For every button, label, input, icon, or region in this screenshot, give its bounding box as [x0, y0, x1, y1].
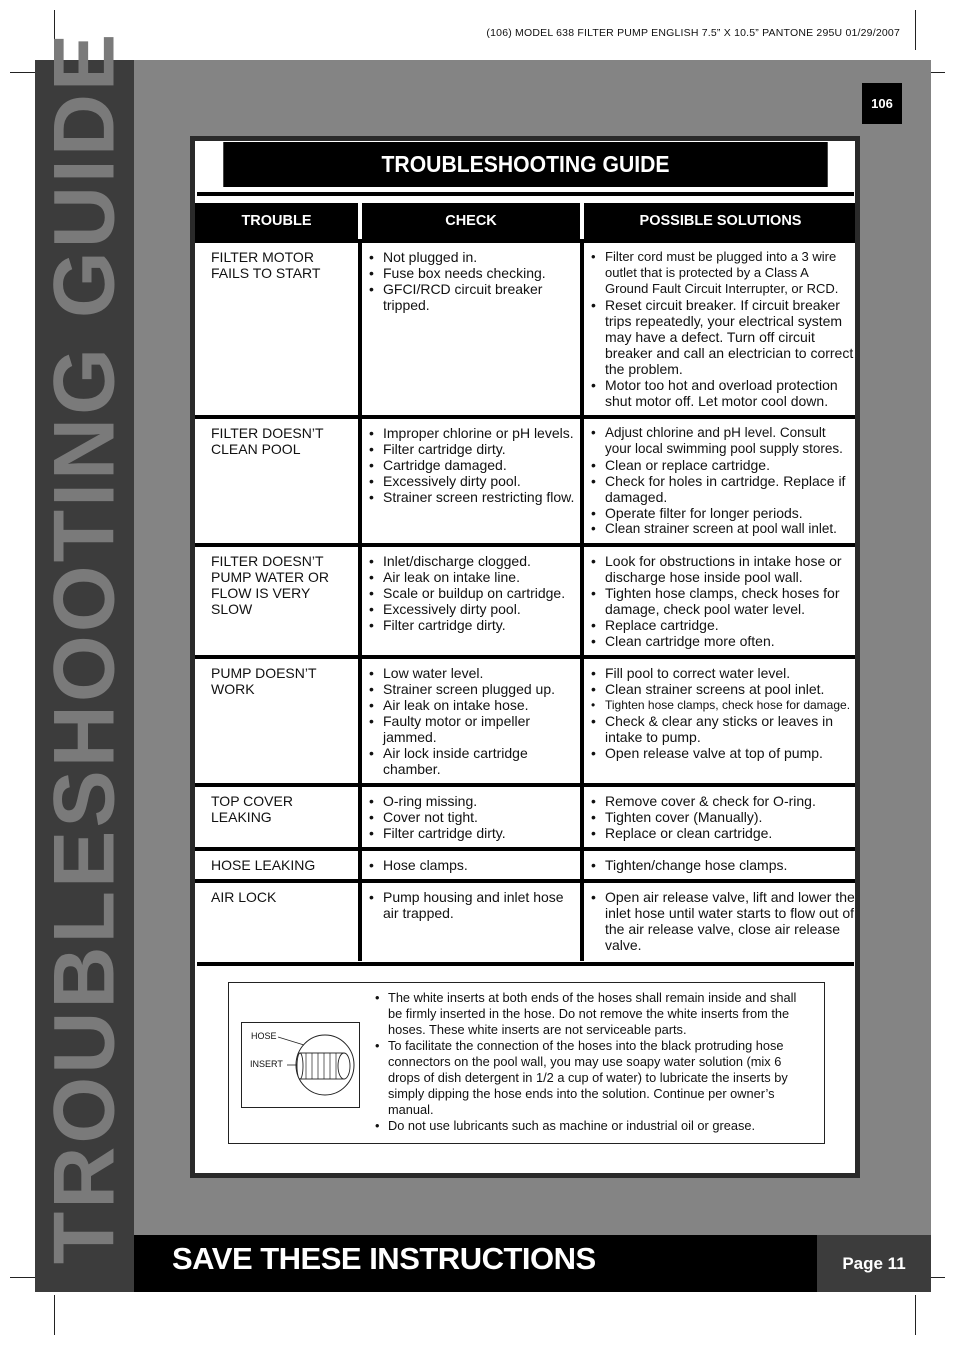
solution-cell — [584, 543, 857, 655]
solution-item: • Clean or replace cartridge. — [588, 457, 855, 473]
check-item: • Scale or buildup on cartridge. — [366, 585, 578, 601]
solution-cell — [584, 847, 857, 879]
check-item: • Excessively dirty pool. — [366, 473, 578, 489]
solution-item: • Filter cord must be plugged into a 3 wire outlet that is protected by a Class A Ground Fault Circuit Interrupter, or RCD. — [588, 249, 855, 297]
check-item: • Improper chlorine or pH levels. — [366, 425, 578, 441]
check-cell — [362, 415, 584, 543]
check-cell — [362, 239, 584, 415]
trouble-cell: TOP COVER LEAKING — [195, 783, 362, 847]
check-cell — [362, 847, 584, 879]
solution-item: • Motor too hot and overload protection shut motor off. Let motor cool down. — [588, 377, 855, 409]
footer-text: SAVE THESE INSTRUCTIONS — [172, 1241, 596, 1276]
solution-item: • Tighten hose clamps, check hose for damage. — [588, 697, 855, 713]
solution-cell — [584, 239, 857, 415]
table-row — [195, 415, 857, 543]
crop-mark — [915, 1295, 916, 1335]
insert-label: INSERT — [250, 1059, 283, 1069]
table-row — [195, 847, 857, 879]
solution-item: • Open release valve at top of pump. — [588, 745, 855, 761]
hose-notes — [373, 990, 813, 1134]
solution-cell — [584, 415, 857, 543]
solution-item: • Check & clear any sticks or leaves in intake to pump. — [588, 713, 855, 745]
check-item: • Pump housing and inlet hose air trapped. — [366, 889, 578, 921]
check-item: • Filter cartridge dirty. — [366, 617, 578, 633]
side-title-wrap — [35, 30, 134, 1265]
check-item: • Faulty motor or impeller jammed. — [366, 713, 578, 745]
check-item: • Air leak on intake line. — [366, 569, 578, 585]
check-item: • GFCI/RCD circuit breaker tripped. — [366, 281, 578, 313]
trouble-cell: PUMP DOESN’T WORK — [195, 655, 362, 783]
crop-mark — [54, 1295, 55, 1335]
check-item: • Strainer screen plugged up. — [366, 681, 578, 697]
solution-cell — [584, 655, 857, 783]
solution-cell — [584, 879, 857, 961]
check-cell — [362, 783, 584, 847]
crop-mark — [915, 10, 916, 50]
solution-item: • Open air release valve, lift and lower the inlet hose until water starts to flow out of the air release valve, close air release valve. — [588, 889, 855, 953]
troubleshooting-table — [195, 203, 857, 961]
check-item: • Air leak on intake hose. — [366, 697, 578, 713]
check-item: • Inlet/discharge clogged. — [366, 553, 578, 569]
table-row — [195, 239, 857, 415]
trouble-cell: HOSE LEAKING — [195, 847, 362, 879]
footer-bar — [134, 1235, 817, 1292]
header-solutions: POSSIBLE SOLUTIONS — [584, 203, 857, 239]
table-header-row — [195, 203, 857, 239]
check-item: • Air lock inside cartridge chamber. — [366, 745, 578, 777]
solution-item: • Check for holes in cartridge. Replace if damaged. — [588, 473, 855, 505]
print-header: (106) MODEL 638 FILTER PUMP ENGLISH 7.5” X 10.5” PANTONE 295U 01/29/2007 — [486, 27, 900, 39]
solution-item: • Look for obstructions in intake hose or discharge hose inside pool wall. — [588, 553, 855, 585]
check-item: • Excessively dirty pool. — [366, 601, 578, 617]
trouble-cell: AIR LOCK — [195, 879, 362, 961]
check-item: • Cover not tight. — [366, 809, 578, 825]
check-cell — [362, 543, 584, 655]
table-row — [195, 783, 857, 847]
solution-item: • Operate filter for longer periods. — [588, 505, 855, 521]
solution-item: • Adjust chlorine and pH level. Consult your local swimming pool supply stores. — [588, 425, 855, 457]
solution-item: • Fill pool to correct water level. — [588, 665, 855, 681]
check-item: • Filter cartridge dirty. — [366, 441, 578, 457]
check-item: • Cartridge damaged. — [366, 457, 578, 473]
note-item: • The white inserts at both ends of the hoses shall remain inside and shall be firmly inserted in the hose. Do not remove the white inserts from the hoses. These white inserts are not serviceable parts. — [373, 990, 813, 1038]
note-item: • Do not use lubricants such as machine or industrial oil or grease. — [373, 1118, 813, 1134]
table-row — [195, 543, 857, 655]
solution-item: • Tighten hose clamps, check hoses for damage, check pool water level. — [588, 585, 855, 617]
trouble-cell: FILTER DOESN’T CLEAN POOL — [195, 415, 362, 543]
solution-item: • Replace or clean cartridge. — [588, 825, 855, 841]
check-item: • Hose clamps. — [366, 857, 578, 873]
check-cell — [362, 655, 584, 783]
solution-cell — [584, 783, 857, 847]
title-divider — [197, 192, 854, 196]
page-badge: 106 — [862, 83, 902, 124]
solution-item: • Reset circuit breaker. If circuit breaker trips repeatedly, your electrical system may have a defect. Turn off circuit breaker and call an electrician to correct the problem. — [588, 297, 855, 377]
hose-insert-icon — [242, 1023, 359, 1107]
check-item: • Filter cartridge dirty. — [366, 825, 578, 841]
solution-item: • Tighten cover (Manually). — [588, 809, 855, 825]
solution-item: • Remove cover & check for O-ring. — [588, 793, 855, 809]
side-title: TROUBLESHOOTING GUIDE — [36, 30, 133, 1265]
trouble-cell: FILTER MOTOR FAILS TO START — [195, 239, 362, 415]
solution-item: • Clean strainer screens at pool inlet. — [588, 681, 855, 697]
note-item: • To facilitate the connection of the hoses into the black protruding hose connectors on the pool wall, you may use soapy water solution (mix 6 drops of dish detergent in 1/2 a cup of water) to lubricate the inserts by simply dipping the hose ends into the solution. Continue per owner’s manual. — [373, 1038, 813, 1118]
check-item: • Low water level. — [366, 665, 578, 681]
check-item: • Fuse box needs checking. — [366, 265, 578, 281]
check-item: • Not plugged in. — [366, 249, 578, 265]
solution-item: • Clean cartridge more often. — [588, 633, 855, 649]
hose-insert-figure — [241, 1022, 360, 1108]
check-item: • O-ring missing. — [366, 793, 578, 809]
table-bottom-rule — [197, 962, 854, 966]
header-trouble: TROUBLE — [195, 203, 362, 239]
solution-item: • Replace cartridge. — [588, 617, 855, 633]
table-row — [195, 879, 857, 961]
footer-page-number: Page 11 — [817, 1235, 931, 1292]
solution-item: • Tighten/change hose clamps. — [588, 857, 855, 873]
trouble-cell: FILTER DOESN’T PUMP WATER OR FLOW IS VERY SLOW — [195, 543, 362, 655]
solution-item: • Clean strainer screen at pool wall inlet. — [588, 521, 855, 537]
table-row — [195, 655, 857, 783]
check-item: • Strainer screen restricting flow. — [366, 489, 578, 505]
hose-label: HOSE — [251, 1031, 277, 1041]
header-check: CHECK — [362, 203, 584, 239]
check-cell — [362, 879, 584, 961]
guide-title: TROUBLESHOOTING GUIDE — [223, 142, 827, 187]
